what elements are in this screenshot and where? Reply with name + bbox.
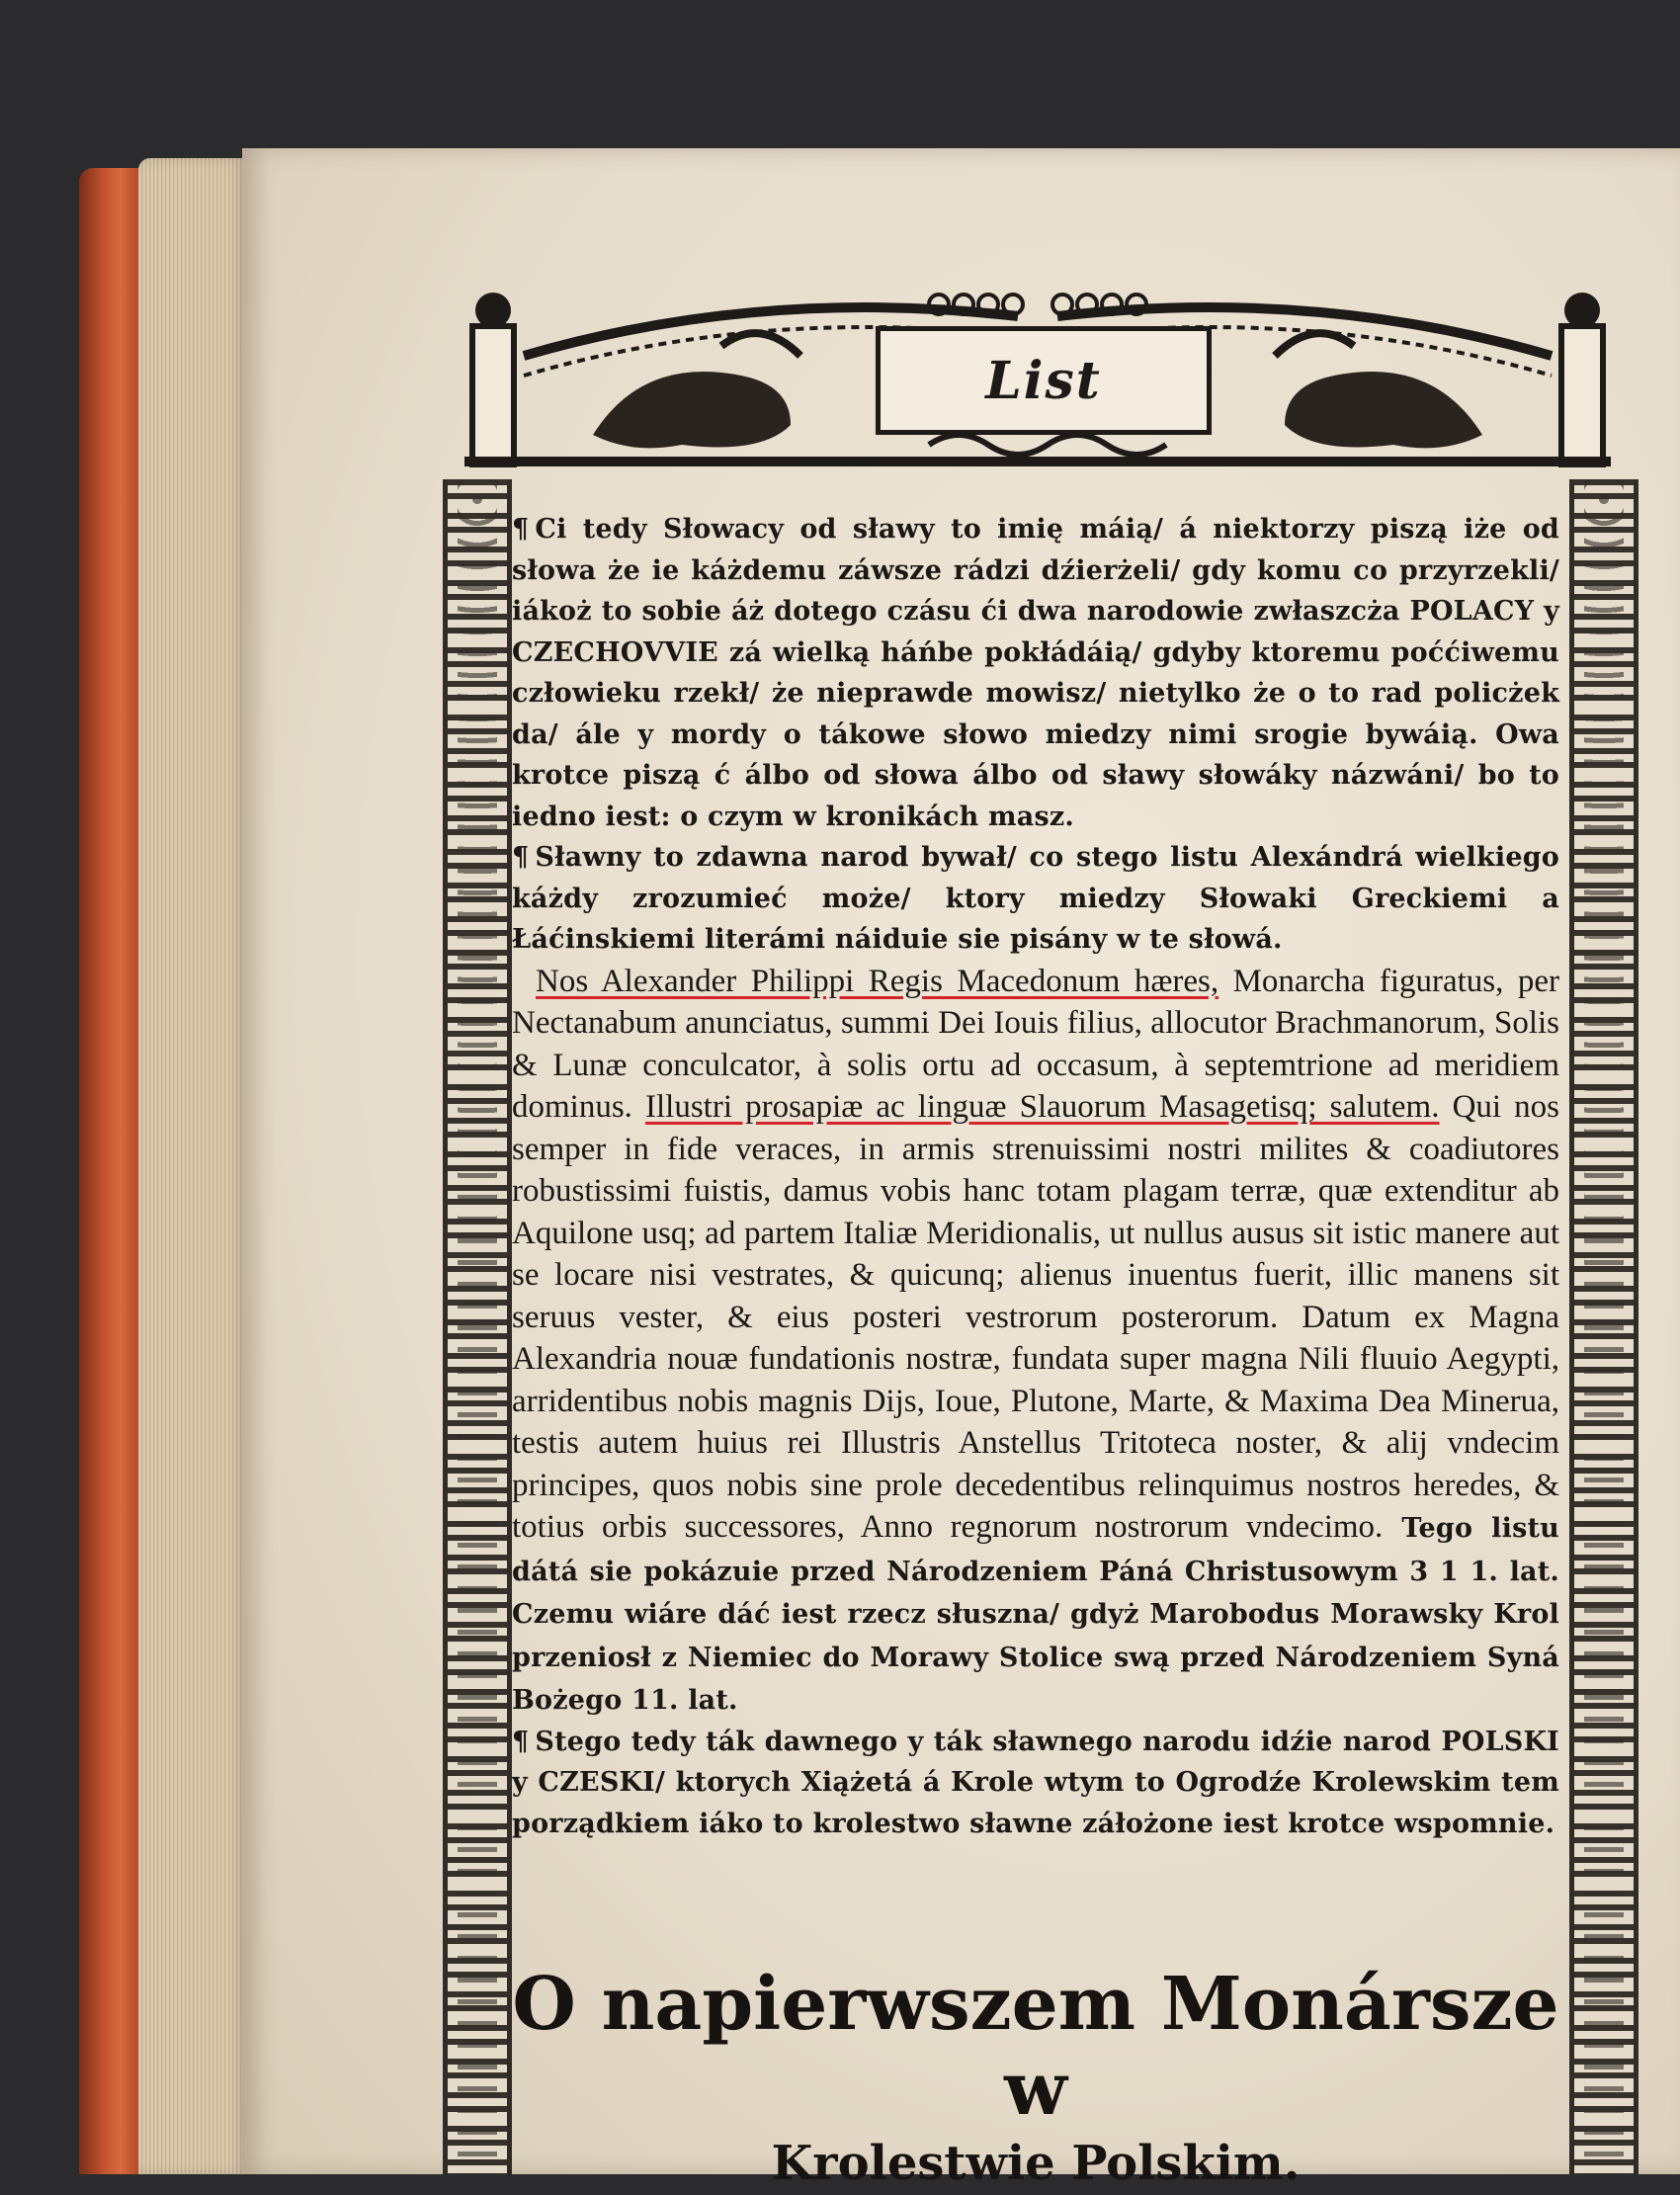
paragraph-2: [512, 837, 1559, 961]
page-edges: [138, 158, 247, 2174]
paragraph-4: [512, 1722, 1559, 1845]
chapter-heading: [512, 1962, 1559, 2195]
underlined-phrase-2: Illustri prosapiæ ac linguæ Slauorum Masagetisq; salutem.: [645, 1089, 1440, 1125]
underlined-phrase-1: Nos Alexander Philippi Regis Macedonum hæres,: [536, 963, 1219, 999]
latin-text-a: Monarcha figuratus, per Nectanabum anunciatus, summi Dei Iouis filius, allocutor Brachmanorum, Solis & Lunæ conculcator, à solis ortu ad occasum, à septemtrione ad meridiem dominus.: [512, 963, 1560, 1125]
chapter-heading-line-2: Krolestwie Polskim.: [771, 2136, 1301, 2191]
pilcrow-icon: ¶: [512, 1726, 530, 1757]
latin-text-b: Qui nos semper in fide veraces, in armis strenuissimi nostri milites & coadiutores robustissimi fuistis, damus vobis hanc totam plagam terræ, quæ extenditur ab Aquilone usq; ad partem Italiæ Meridionalis, ut nullus ausus sit istic manere aut se locare nisi vestrates, & quicunq; alienus inuentus fuerit, illic manens sit seruus vester, & eius posteri vestrorum posterorum. Datum ex Magna Alexandria nouæ fundationis nostræ, fundata super magna Nili fluuio Aegypti, arridentibus nobis magnis Dijs, Ioue, Plutone, Marte, & Maxima Dea Minerua, testis autem huius rei Illustris Anstellus Tritoteca noster, & alij vndecim principes, quos nobis sine prole decedentibus relinquimus nostros heredes, & totius orbis successores, Anno regnorum nostrorum vndecimo.: [512, 1089, 1559, 1545]
left-ornamental-border: [443, 479, 512, 2174]
paragraph-4-text: Stego tedy ták dawnego y ták sławnego narodu idźie narod POLSKI y CZESKI/ ktorych Xiążetá á Krole wtym to Ogrodźe Krolewskim tem porządkiem iáko to krolestwo sławne záłożone iest krotce wspomnie.: [512, 1726, 1559, 1839]
paragraph-1-text: Ci tedy Słowacy od sławy to imię máią/ á niektorzy piszą iże od słowa że ie káżdemu záwsze rádzi dźierżeli/ gdy komu co przyrzekli/ iákoż to sobie áż dotego czásu ći dwa narodowie zwłaszcża POLACY y CZECHOVVIE zá wielką háńbe pokłádáią/ gdyby ktoremu poććiwemu człowieku rzekł/ że nieprawde mowisz/ nietylko że o to rad policżek da/ ále y mordy o tákowe słowo miedzy nimi srogie bywáią. Owa krotce piszą ć álbo od słowa álbo od sławy słowáky názwáni/ bo to iedno iest: o czym w kronikách masz.: [512, 514, 1559, 832]
paragraph-1: [512, 509, 1559, 837]
main-text: [512, 509, 1559, 1844]
pilcrow-icon: ¶: [512, 842, 530, 873]
page-title: List: [985, 350, 1102, 411]
paragraph-3-tail: Tego listu dátá sie pokázuie przed Národzeniem Páná Christusowym 3 1 1. lat. Czemu wiáre dáć iest rzecz słuszna/ gdyż Marobodus Morawsky Krol przeniosł z Niemiec do Morawy Stolice swą przed Národzeniem Syná Bożego 11. lat.: [512, 1513, 1559, 1716]
pilcrow-icon: ¶: [512, 514, 530, 545]
latin-letter: [512, 961, 1559, 1722]
paragraph-2-text: Sławny to zdawna narod bywał/ co stego listu Alexándrá wielkiego káżdy zrozumieć może/ ktory miedzy Słowaki Greckiemi a Łáćinskiemi literámi náiduie sie pisány w te słowá.: [512, 842, 1559, 955]
chapter-heading-line-1: O napierwszem Monársze w: [512, 1962, 1559, 2132]
right-ornamental-border: [1569, 479, 1638, 2174]
woodcut-header: [464, 287, 1611, 469]
header-title-box: [876, 326, 1212, 435]
